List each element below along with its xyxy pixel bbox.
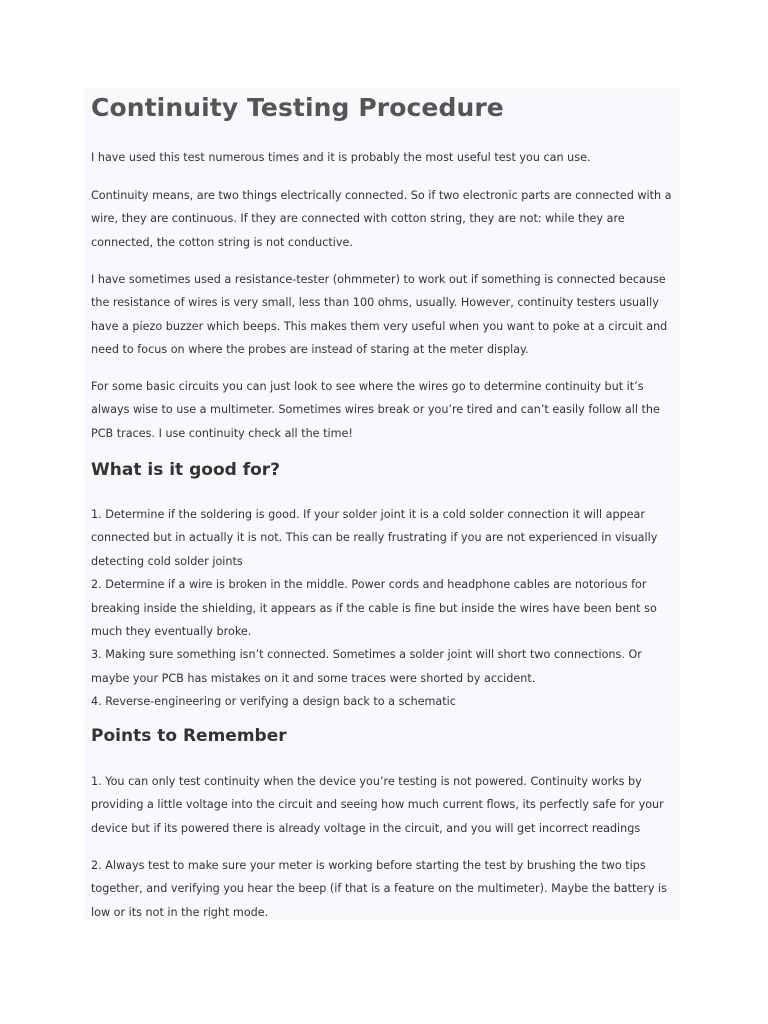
list-item: 2. Determine if a wire is broken in the middle. Power cords and headphone cables are notorious for breaking inside the shielding, it appears as if the cable is fine but inside the wires have been bent so much they eventually broke. xyxy=(91,578,657,639)
good-for-list xyxy=(91,503,679,714)
intro-paragraph-1: I have used this test numerous times and it is probably the most useful test you can use. xyxy=(91,151,591,164)
remember-item-2: 2. Always test to make sure your meter is working before starting the test by brushing the two tips together, and verifying you hear the beep (if that is a feature on the multimeter). Maybe the battery is low or its not in the right mode. xyxy=(91,859,667,919)
article-content xyxy=(84,88,680,920)
page-title: Continuity Testing Procedure xyxy=(91,93,504,122)
intro-paragraph-3: I have sometimes used a resistance-tester (ohmmeter) to work out if something is connected because the resistance of wires is very small, less than 100 ohms, usually. However, continuity testers usually have a piezo buzzer which beeps. This makes them very useful when you want to poke at a circuit and need to focus on where the probes are instead of staring at the meter display. xyxy=(91,273,668,357)
section-heading-good-for: What is it good for? xyxy=(91,460,281,480)
section-heading-remember: Points to Remember xyxy=(91,726,287,746)
intro-paragraph-4: For some basic circuits you can just look to see where the wires go to determine continuity but it’s always wise to use a multimeter. Sometimes wires break or you’re tired and can’t easily follow all the PCB traces. I use continuity check all the time! xyxy=(91,380,660,440)
remember-item-1: 1. You can only test continuity when the device you’re testing is not powered. Continuity works by providing a little voltage into the circuit and seeing how much current flows, its perfectly safe for your device but if its powered there is already voltage in the circuit, and you will get incorrect readings xyxy=(91,775,664,835)
intro-paragraph-2: Continuity means, are two things electrically connected. So if two electronic parts are connected with a wire, they are continuous. If they are connected with cotton string, they are not: while they are connected, the cotton string is not conductive. xyxy=(91,189,672,249)
list-item: 3. Making sure something isn’t connected. Sometimes a solder joint will short two connections. Or maybe your PCB has mistakes on it and some traces were shorted by accident. xyxy=(91,648,642,685)
list-item: 4. Reverse-engineering or verifying a design back to a schematic xyxy=(91,695,456,709)
list-item: 1. Determine if the soldering is good. If your solder joint it is a cold solder connection it will appear connected but in actually it is not. This can be really frustrating if you are not experienced in visually detecting cold solder joints xyxy=(91,508,658,568)
